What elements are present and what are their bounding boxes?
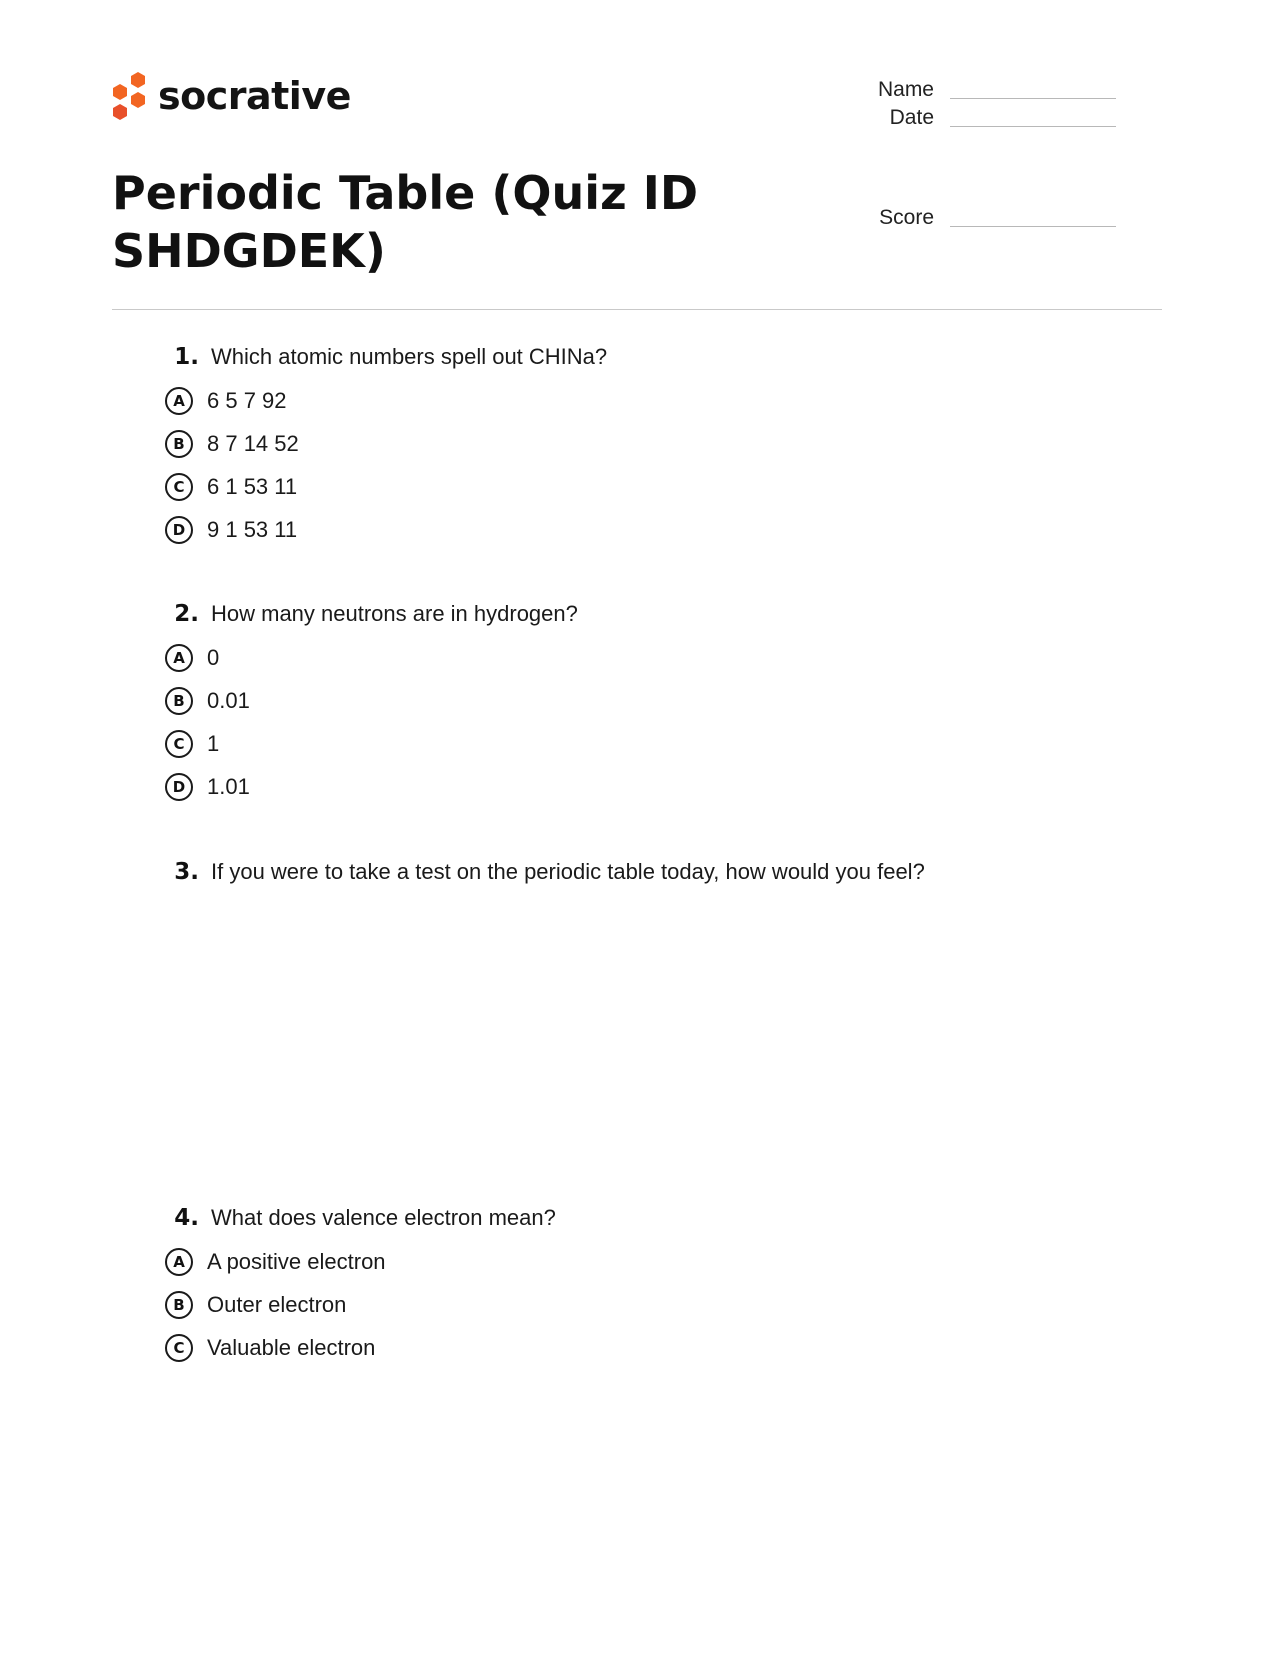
choice-text: A positive electron [207,1248,386,1274]
choice-bubble[interactable]: B [165,1291,193,1319]
choice-bubble[interactable]: B [165,687,193,715]
date-field[interactable] [854,106,1116,130]
choice-text: 6 5 7 92 [207,387,287,413]
choice-a[interactable] [165,636,1065,679]
choice-text: Outer electron [207,1291,347,1317]
choice-bubble[interactable]: A [165,1248,193,1276]
choice-bubble[interactable]: A [165,644,193,672]
date-label: Date [889,106,934,129]
socrative-logo [110,72,351,120]
header-divider [112,309,1162,310]
choice-text: 1.01 [207,773,250,799]
question-text: What does valence electron mean? [211,1205,556,1230]
choice-a[interactable] [165,1240,1065,1283]
choice-text: Valuable electron [207,1334,376,1360]
question-number: 3. [174,859,199,885]
choice-a[interactable] [165,379,1065,422]
choice-text: 0 [207,644,220,670]
name-label: Name [877,78,934,101]
choice-c[interactable] [165,465,1065,508]
choice-bubble[interactable]: C [165,1334,193,1362]
name-field[interactable] [854,78,1116,102]
choice-c[interactable] [165,1326,1065,1369]
choice-text: 9 1 53 11 [207,516,298,542]
name-line[interactable] [950,98,1116,99]
choice-text: 1 [207,730,220,756]
choice-bubble[interactable]: C [165,473,193,501]
question-text: How many neutrons are in hydrogen? [211,601,578,626]
choice-d[interactable] [165,765,1065,808]
choice-bubble[interactable]: C [165,730,193,758]
hexagon-cluster-icon [110,72,150,120]
choice-b[interactable] [165,679,1065,722]
choice-bubble[interactable]: D [165,773,193,801]
choice-b[interactable] [165,1283,1065,1326]
choice-bubble[interactable]: A [165,387,193,415]
choice-d[interactable] [165,508,1065,551]
score-line[interactable] [950,226,1116,227]
question-text: If you were to take a test on the periodic table today, how would you feel? [211,859,925,884]
score-label: Score [879,206,934,229]
question-number: 1. [174,344,199,370]
choice-c[interactable] [165,722,1065,765]
question-4 [165,1202,1065,1369]
choice-bubble[interactable]: D [165,516,193,544]
question-header [165,598,1065,630]
question-2 [165,598,1065,808]
question-header [165,1202,1065,1234]
question-header [165,341,1065,373]
choice-text: 6 1 53 11 [207,473,298,499]
question-text: Which atomic numbers spell out CHINa? [211,344,608,369]
score-field[interactable] [854,206,1116,230]
question-header [165,856,1065,888]
choice-bubble[interactable]: B [165,430,193,458]
choice-b[interactable] [165,422,1065,465]
question-3 [165,856,1065,1178]
brand-name: socrative [158,74,351,118]
choice-text: 0.01 [207,687,250,713]
choice-text: 8 7 14 52 [207,430,299,456]
question-number: 4. [174,1205,199,1231]
choice-list [165,636,1065,808]
page-title: Periodic Table (Quiz ID SHDGDEK) [112,166,699,278]
date-line[interactable] [950,126,1116,127]
question-number: 2. [174,601,199,627]
answer-space[interactable] [165,888,1065,1178]
question-1 [165,341,1065,551]
choice-list [165,379,1065,551]
choice-list [165,1240,1065,1369]
